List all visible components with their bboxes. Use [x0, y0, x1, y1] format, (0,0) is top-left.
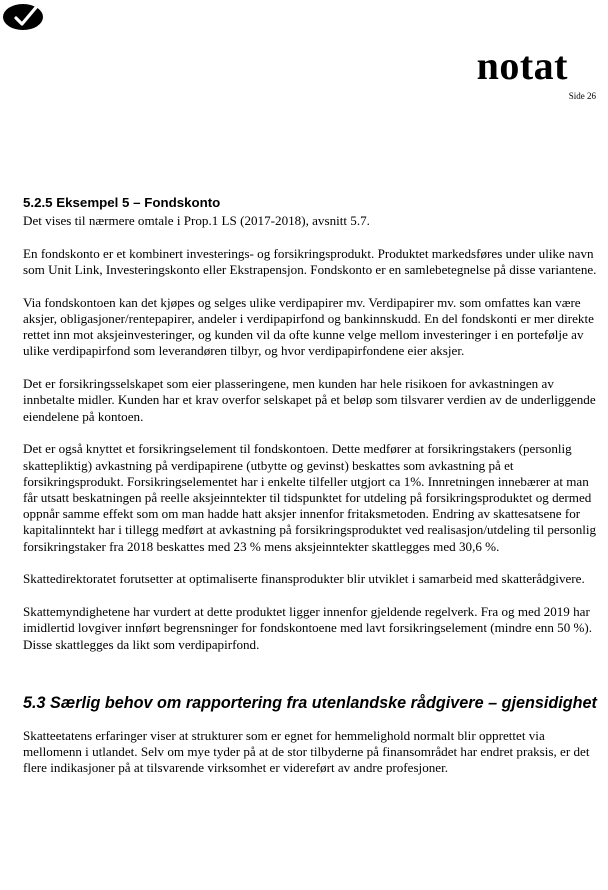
page-number: Side 26 [568, 91, 596, 101]
paragraph: Skattemyndighetene har vurdert at dette produktet ligger innenfor gjeldende regelverk. Fra og med 2019 har imidlertid lovgiver innført begrensninger for fondskontoene med lavt forsikringselement (mindre enn 50 %). Disse skattlegges da likt som verdipapirfond. [23, 604, 593, 652]
paragraph: Skatteetatens erfaringer viser at strukturer som er egnet for hemmelighold normalt blir opprettet via mellomenn i utlandet. Selv om mye tyder på at de stor tilbyderne på finansområdet har endret praksis, er det flere indikasjoner på at tilsvarende virksomhet er videreført av andre profesjoner. [23, 727, 590, 776]
paragraph: Det er også knyttet et forsikringselement til fondskontoen. Dette medfører at forsikringstakers (personlig skattepliktig) avkastning på verdipapirene (utbytte og gevinst) beskattes som avkastning på et forsikringsprodukt. Forsikringselementet har i enkelte tilfeller utgjort ca 1%. Innretningen innebærer at man får utsatt beskatningen på reelle aksjeinntekter til tidspunktet for utdeling på forsikringsproduktet og dermed oppnår samme effekt som om man hadde hatt aksjer innenfor fritaksmetoden. Endring av skattesatsene for kapitalinntekt har i tillegg medført at avkastning på forsikringsproduktet ved realisasjon/utdeling til personlig forsikringstaker fra 2018 beskattes med 23 % mens aksjeinntekter skattlegges med 30,6 %. [23, 441, 597, 554]
government-emblem-icon [2, 0, 46, 32]
paragraph: Det er forsikringsselskapet som eier plasseringene, men kunden har hele risikoen for avkastningen av innbetalte midler. Kunden har et krav overfor selskapet på et beløp som tilsvarer verdien av de underliggende eiendelene på kontoen. [23, 376, 596, 424]
document-type-title: notat [476, 43, 568, 88]
paragraph: Det vises til nærmere omtale i Prop.1 LS (2017-2018), avsnitt 5.7. [23, 213, 370, 228]
paragraph: Skattedirektoratet forutsetter at optimaliserte finansprodukter blir utviklet i samarbeid med skatterådgivere. [23, 571, 585, 587]
paragraph: En fondskonto er et kombinert investerings- og forsikringsprodukt. Produktet markedsføres under ulike navn som Unit Link, Investeringskonto eller Ekstrapensjon. Fondskonto er en samlebetegnelse på disse variantene. [23, 245, 597, 277]
section-heading-5-3: 5.3 Særlig behov om rapportering fra utenlandske rådgivere – gjensidighet [23, 693, 597, 712]
section-heading-5-2-5: 5.2.5 Eksempel 5 – Fondskonto [23, 195, 221, 210]
document-body [23, 194, 601, 776]
paragraph: Via fondskontoen kan det kjøpes og selges ulike verdipapirer mv. Verdipapirer mv. som omfattes kan være aksjer, obligasjoner/rentepapirer, andeler i verdipapirfond og bankinnskudd. En del fondskonti er mer direkte rettet inn mot aksjeinvesteringer, og kunden vil da ofte kunne velge mellom investeringer i en portefølje av ulike verdipapirfond som leverandøren tilbyr, og hvor verdipapirfondene eier aksjer. [23, 294, 594, 359]
